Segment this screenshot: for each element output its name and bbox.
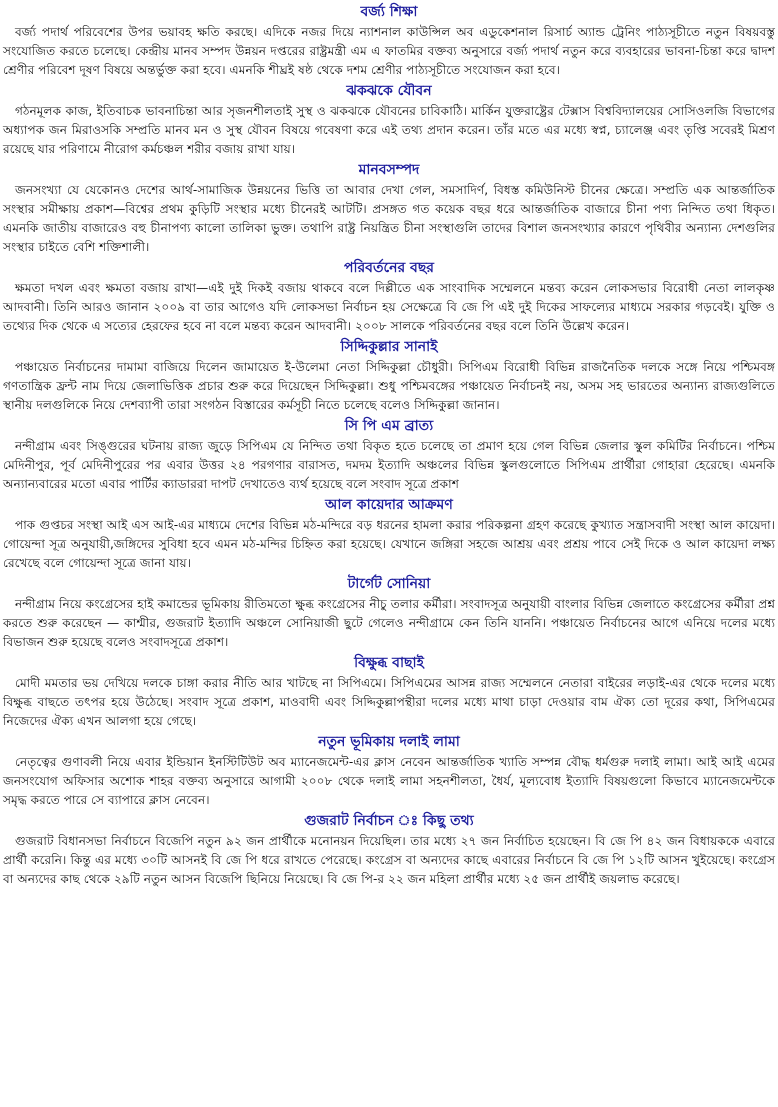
section-heading: সিদ্দিকুল্লার সানাই [340, 339, 438, 355]
section-body: ক্ষমতা দখল এবং ক্ষমতা বজায় রাখা—এই দুই দিকই বজায় থাকবে বলে দিল্লীতে এক সাংবাদিক সম্মেলনে মন্তব্য করেন লোকসভার বিরোধী নেতা লালকৃষ্ণ আদবানী। তিনি আরও জানান ২০০৯ বা তার আগেও যদি লোকসভা নির্বাচন হয় সেক্ষেত্রে বি জে পি এই দুই দিকের সাফল্যের মাধ্যমে সরকার গড়বেই। যুক্তি ও তথ্যের দিক থেকে এ সত্যের হেরফের হবে না বলে মন্তব্য করেন আদবানী। ২০০৮ সালকে পরিবর্তনের বছর বলে তিনি উল্লেখ করেন। [3, 281, 775, 333]
news-section-dalai-lama [3, 731, 775, 810]
news-section-human-resources [3, 159, 775, 257]
section-heading: পরিবর্তনের বছর [343, 260, 435, 276]
section-body: গুজরাট বিধানসভা নির্বাচনে বিজেপি নতুন ৯২ জন প্রার্থীকে মনোনয়ন দিয়েছিল। তার মধ্যে ২৭ জন নির্বাচিত হয়েছেন। বি জে পি ৪২ জন বিধায়ককে এবারে প্রার্থী করেনি। কিন্তু এর মধ্যে ৩০টি আসনই বি জে পি ধরে রাখতে পেরেছে। কংগ্রেস বা অন্যদের কাছে এবারের নির্বাচনে বি জে পি ১২টি আসন খুইয়েছে। কংগ্রেস বা অন্যদের কাছ থেকে ২৯টি নতুন আসন বিজেপি ছিনিয়ে নিয়েছে। বি জে পি-র ২২ জন মহিলা প্রার্থীর মধ্যে ২৫ জন প্রার্থীই জয়লাভ করেছে। [3, 834, 775, 886]
section-body: বর্জ্য পদার্থ পরিবেশের উপর ভয়াবহ ক্ষতি করছে। এদিকে নজর দিয়ে ন্যাশনাল কাউন্সিল অব এডুকেশনাল রিসার্চ অ্যান্ড ট্রেনিং পাঠ্যসূচীতে নতুন বিষয়বস্তু সংযোজিত করতে চলেছে। কেন্দ্রীয় মানব সম্পদ উন্নয়ন দপ্তরের রাষ্ট্রমন্ত্রী এম এ ফাতমির বক্তব্য অনুসারে বর্জ্য পদার্থ নতুন করে ব্যবহারের ভাবনা-চিন্তা করে দ্বাদশ শ্রেণীর পরিবেশ দূষণ বিষয়ে অন্তর্ভুক্ত করা হবে। এমনকি শীঘ্রই ষষ্ঠ থেকে দশম শ্রেণীর পাঠ্যসূচীতে সংযোজন করা হবে। [3, 25, 775, 77]
news-section-siddiqullah [3, 336, 775, 415]
section-body: মোদী মমতার ভয় দেখিয়ে দলকে চাঙ্গা করার নীতি আর খাটছে না সিপিএমে। সিপিএমের আসন্ন রাজ্য সম্মেলনে নেতারা বাইরের লড়াই-এর থেকে দলের মধ্যে বিক্ষুব্ধ বাছতে তৎপর হয়ে উঠেছে। সংবাদ সূত্রে প্রকাশ, মাওবাদী এবং সিদ্দিকুল্লাপন্থীরা দলের মধ্যে মাথা চাড়া দেওয়ার বাম ঐক্য তো দূরের কথা, সিপিএমের নিজেদের ঐক্য এখন আলগা হয়ে গেছে। [3, 676, 775, 728]
section-body: পঞ্চায়েত নির্বাচনের দামামা বাজিয়ে দিলেন জামায়েত ই-উলেমা নেতা সিদ্দিকুল্লা চৌধুরী। সিপিএম বিরোধী বিভিন্ন রাজনৈতিক দলকে সঙ্গে নিয়ে পশ্চিমবঙ্গ গণতান্ত্রিক ফ্রন্ট নাম দিয়ে জেলাভিত্তিক প্রচার শুরু করে দিয়েছেন সিদ্দিকুল্লা। শুধু পশ্চিমবঙ্গের পঞ্চায়েত নির্বাচনই নয়, অসম সহ ভারতের অন্যান্য রাজ্যগুলিতে স্থানীয় দলগুলিকে নিয়ে দেশব্যাপী তারা সংগঠন বিস্তারের কর্মসূচী নিতে চলেছে বলেও সিদ্দিকুল্লা জানান। [3, 360, 775, 412]
section-body: নন্দীগ্রাম এবং সিঙ্গুরের ঘটনায় রাজ্য জুড়ে সিপিএম যে নিন্দিত তথা বিকৃত হতে চলেছে তা প্রমাণ হয়ে গেল বিভিন্ন জেলার স্কুল কমিটির নির্বাচনে। পশ্চিম মেদিনীপুর, পূর্ব মেদিনীপুরের পর এবার উত্তর ২৪ পরগণার বারাসত, দমদম ইত্যাদি অঞ্চলের বিভিন্ন স্কুলগুলোতে সিপিএম প্রার্থীরা গোহারা হেরেছে। এমনকি অন্যান্যবারের মতো এবার পার্টির ক্যাডাররা দাপট দেখাতেও ব্যর্থ হয়েছে বলে সংবাদ সূত্রে প্রকাশ [3, 439, 775, 491]
news-section-al-qaeda [3, 494, 775, 573]
section-heading: আল কায়েদার আক্রমণ [325, 497, 453, 513]
section-heading: ঝকঝকে যৌবন [346, 83, 432, 99]
section-body: গঠনমূলক কাজ, ইতিবাচক ভাবনাচিন্তা আর সৃজনশীলতাই সুস্থ ও ঝকঝকে যৌবনের চাবিকাঠি। মার্কিন যুক্তরাষ্ট্রের টেক্সাস বিশ্ববিদ্যালয়ের সোসিওলজি বিভাগের অধ্যাপক জন মিরাওসকি সম্প্রতি মানব মন ও সুস্থ যৌবন বিষয়ে গবেষণা করে এই তথ্য প্রদান করেন। তাঁর মতে এর মধ্যে স্বপ্ন, চ্যালেঞ্জ এবং তৃপ্তি সবেরই মিশ্রণ রয়েছে যার পরিণামে নীরোগ কর্মচঞ্চল শরীর বজায় রাখা যায়। [3, 104, 775, 156]
news-section-gujarat-election [3, 810, 775, 889]
news-section-target-sonia [3, 573, 775, 652]
news-section-waste-education [3, 1, 775, 80]
section-heading: বিক্ষুব্ধ বাছাই [354, 655, 424, 671]
section-body: নেতৃত্বের গুণাবলী নিয়ে এবার ইন্ডিয়ান ইনস্টিটিউট অব ম্যানেজমেন্ট-এর ক্লাস নেবেন আন্তর্জাতিক খ্যাতি সম্পন্ন বৌদ্ধ ধর্মগুরু দলাই লামা। আই আই এমের জনসংযোগ অফিসার অশোক শাহর বক্তব্য অনুসারে আগামী ২০০৮ থেকে দলাই লামা সহনশীলতা, ধৈর্য, মূল্যবোধ ইত্যাদি বিষয়গুলো কিভাবে ম্যানেজমেন্টকে সমৃদ্ধ করতে পারে সে ব্যাপারে ক্লাস নেবেন। [3, 755, 775, 807]
news-section-cpm-outcast [3, 415, 775, 494]
news-section-dissident-screening [3, 652, 775, 731]
section-heading: বর্জ্য শিক্ষা [360, 4, 418, 20]
section-body: জনসংখ্যা যে যেকোনও দেশের আর্থ-সামাজিক উন্নয়নের ভিত্তি তা আবার দেখা গেল, সমসাদির্ণ, বিধস্ত কমিউনিস্ট চীনের ক্ষেত্রে। সম্প্রতি এক আন্তর্জাতিক সংস্থার সমীক্ষায় প্রকাশ—বিশ্বের প্রথম কুড়িটি সংস্থার মধ্যে চীনেরই আটটি। প্রসঙ্গত গত কয়েক বছর ধরে আন্তর্জাতিক বাজারে চীনা পণ্য নিন্দিত তথা ধিকৃত। এমনকি জাতীয় বাজারেও বহু চীনাপণ্য কালো তালিকা ভুক্ত। তথাপি রাষ্ট্র নিয়ন্ত্রিত চীনা সংস্থাগুলি তাদের বিশাল জনসংখ্যার কারণে পৃথিবীর অন্যান্য দেশগুলির সংস্থার চাইতে বেশি শক্তিশালী। [3, 183, 775, 254]
section-heading: নতুন ভূমিকায় দলাই লামা [318, 734, 460, 750]
news-section-bright-youth [3, 80, 775, 159]
section-body: নন্দীগ্রাম নিয়ে কংগ্রেসের হাই কমান্ডের ভূমিকায় রীতিমতো ক্ষুব্ধ কংগ্রেসের নীচু তলার কর্মীরা। সংবাদসূত্র অনুযায়ী বাংলার বিভিন্ন জেলাতে কংগ্রেসের কর্মীরা প্রশ্ন করতে শুরু করেছেন — কাশ্মীর, গুজরাট ইত্যাদি অঞ্চলে সোনিয়াজী ছুটে গেলেও নন্দীগ্রামে কেন তিনি যাননি। পঞ্চায়েত নির্বাচনের আগে এনিয়ে দলের মধ্যে বিভাজন শুরু হয়েছে বলেও সংবাদসূত্রে প্রকাশ। [3, 597, 775, 649]
section-heading: গুজরাট নির্বাচন ঃ কিছু তথ্য [304, 813, 474, 829]
section-heading: সি পি এম ব্রাত্য [344, 418, 434, 434]
section-heading: টার্গেট সোনিয়া [347, 576, 431, 592]
section-body: পাক গুপ্তচর সংস্থা আই এস আই-এর মাধ্যমে দেশের বিভিন্ন মঠ-মন্দিরে বড় ধরনের হামলা করার পরিকল্পনা গ্রহণ করেছে কুখ্যাত সন্ত্রাসবাদী সংস্থা আল কায়েদা। গোয়েন্দা সূত্র অনুযায়ী,জঙ্গিদের সুবিধা হবে এমন মঠ-মন্দির চিহ্নিত করা হয়েছে। যেখানে জঙ্গিরা সহজে আশ্রয় এবং প্রশ্রয় পাবে সেই দিকে ও আল কায়েদা লক্ষ্য রেখেছে বলে গোয়েন্দা সূত্রে জানা যায়। [3, 518, 775, 570]
section-heading: মানবসম্পদ [358, 162, 420, 178]
news-section-year-of-change [3, 257, 775, 336]
